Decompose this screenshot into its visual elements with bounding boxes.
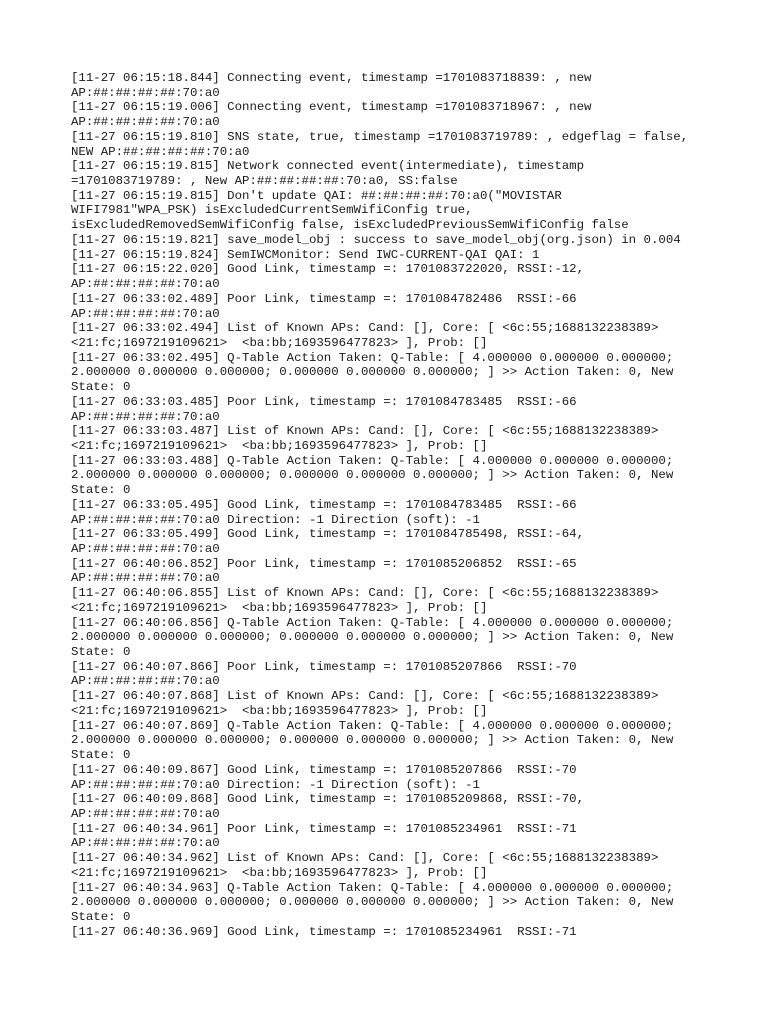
log-entry: [11-27 06:15:22.020] Good Link, timestamp =: 1701083722020, RSSI:-12, AP:##:##:##:##:70:a0 <box>71 262 585 292</box>
log-entry: [11-27 06:40:34.962] List of Known APs: Cand: [], Core: [ <6c:55;1688132238389> <21:fc;1697219109621> <ba:bb;1693596477823> ], Prob: [] <box>71 851 659 880</box>
log-entry: [11-27 06:40:09.867] Good Link, timestamp =: 1701085207866 RSSI:-70 AP:##:##:##:##:70:a0 Direction: -1 Direction (soft): -1 <box>71 762 577 792</box>
log-entry: [11-27 06:40:34.961] Poor Link, timestamp =: 1701085234961 RSSI:-71 AP:##:##:##:##:70:a0 <box>71 821 577 851</box>
log-entry: [11-27 06:15:19.821] save_model_obj : success to save_model_obj(org.json) in 0.004 <box>71 232 681 247</box>
log-entry: [11-27 06:40:07.866] Poor Link, timestamp =: 1701085207866 RSSI:-70 AP:##:##:##:##:70:a0 <box>71 659 577 689</box>
log-entry: [11-27 06:15:19.810] SNS state, true, timestamp =1701083719789: , edgeflag = false, NEW AP:##:##:##:##:70:a0 <box>71 129 689 159</box>
log-entry: [11-27 06:15:19.824] SemIWCMonitor: Send IWC-CURRENT-QAI QAI: 1 <box>71 247 540 262</box>
log-text-block <box>71 71 711 939</box>
log-entry: [11-27 06:40:07.868] List of Known APs: Cand: [], Core: [ <6c:55;1688132238389> <21:fc;1697219109621> <ba:bb;1693596477823> ], Prob: [] <box>71 689 659 718</box>
log-entry: [11-27 06:40:07.869] Q-Table Action Taken: Q-Table: [ 4.000000 0.000000 0.000000; 2.000000 0.000000 0.000000; 0.000000 0.000000 0.000000; ] >> Action Taken: 0, New State: 0 <box>71 718 674 763</box>
log-entry: [11-27 06:33:03.487] List of Known APs: Cand: [], Core: [ <6c:55;1688132238389> <21:fc;1697219109621> <ba:bb;1693596477823> ], Prob: [] <box>71 424 659 453</box>
log-entry: [11-27 06:33:02.494] List of Known APs: Cand: [], Core: [ <6c:55;1688132238389> <21:fc;1697219109621> <ba:bb;1693596477823> ], Prob: [] <box>71 321 659 350</box>
log-entry: [11-27 06:40:06.855] List of Known APs: Cand: [], Core: [ <6c:55;1688132238389> <21:fc;1697219109621> <ba:bb;1693596477823> ], Prob: [] <box>71 586 659 615</box>
log-entry: [11-27 06:33:03.488] Q-Table Action Taken: Q-Table: [ 4.000000 0.000000 0.000000; 2.000000 0.000000 0.000000; 0.000000 0.000000 0.000000; ] >> Action Taken: 0, New State: 0 <box>71 453 674 498</box>
document-page <box>71 71 711 939</box>
log-entry: [11-27 06:33:02.489] Poor Link, timestamp =: 1701084782486 RSSI:-66 AP:##:##:##:##:70:a0 <box>71 291 577 321</box>
log-entry: [11-27 06:40:36.969] Good Link, timestamp =: 1701085234961 RSSI:-71 <box>71 924 577 939</box>
log-entry: [11-27 06:40:06.856] Q-Table Action Taken: Q-Table: [ 4.000000 0.000000 0.000000; 2.000000 0.000000 0.000000; 0.000000 0.000000 0.000000; ] >> Action Taken: 0, New State: 0 <box>71 615 674 660</box>
log-entry: [11-27 06:40:34.963] Q-Table Action Taken: Q-Table: [ 4.000000 0.000000 0.000000; 2.000000 0.000000 0.000000; 0.000000 0.000000 0.000000; ] >> Action Taken: 0, New State: 0 <box>71 880 674 924</box>
log-entry: [11-27 06:15:18.844] Connecting event, timestamp =1701083718839: , new AP:##:##:##:##:70:a0 <box>71 71 592 100</box>
log-entry: [11-27 06:33:05.495] Good Link, timestamp =: 1701084783485 RSSI:-66 AP:##:##:##:##:70:a0 Direction: -1 Direction (soft): -1 <box>71 497 577 527</box>
log-entry: [11-27 06:40:06.852] Poor Link, timestamp =: 1701085206852 RSSI:-65 AP:##:##:##:##:70:a0 <box>71 556 577 586</box>
log-entry: [11-27 06:33:02.495] Q-Table Action Taken: Q-Table: [ 4.000000 0.000000 0.000000; 2.000000 0.000000 0.000000; 0.000000 0.000000 0.000000; ] >> Action Taken: 0, New State: 0 <box>71 350 674 395</box>
log-entry: [11-27 06:40:09.868] Good Link, timestamp =: 1701085209868, RSSI:-70, AP:##:##:##:##:70:a0 <box>71 792 585 821</box>
log-entry: [11-27 06:33:05.499] Good Link, timestamp =: 1701084785498, RSSI:-64, AP:##:##:##:##:70:a0 <box>71 527 585 556</box>
log-entry: [11-27 06:15:19.815] Don't update QAI: ##:##:##:##:70:a0("MOVISTAR WIFI7981"WPA_PSK) isExcludedCurrentSemWifiConfig true, isExcludedRemovedSemWifiConfig false, isExcludedPreviousSemWifiConfig false <box>71 188 629 233</box>
log-entry: [11-27 06:15:19.815] Network connected event(intermediate), timestamp =1701083719789: , New AP:##:##:##:##:70:a0, SS:false <box>71 159 585 189</box>
log-entry: [11-27 06:15:19.006] Connecting event, timestamp =1701083718967: , new AP:##:##:##:##:70:a0 <box>71 100 592 130</box>
log-entry: [11-27 06:33:03.485] Poor Link, timestamp =: 1701084783485 RSSI:-66 AP:##:##:##:##:70:a0 <box>71 394 577 424</box>
